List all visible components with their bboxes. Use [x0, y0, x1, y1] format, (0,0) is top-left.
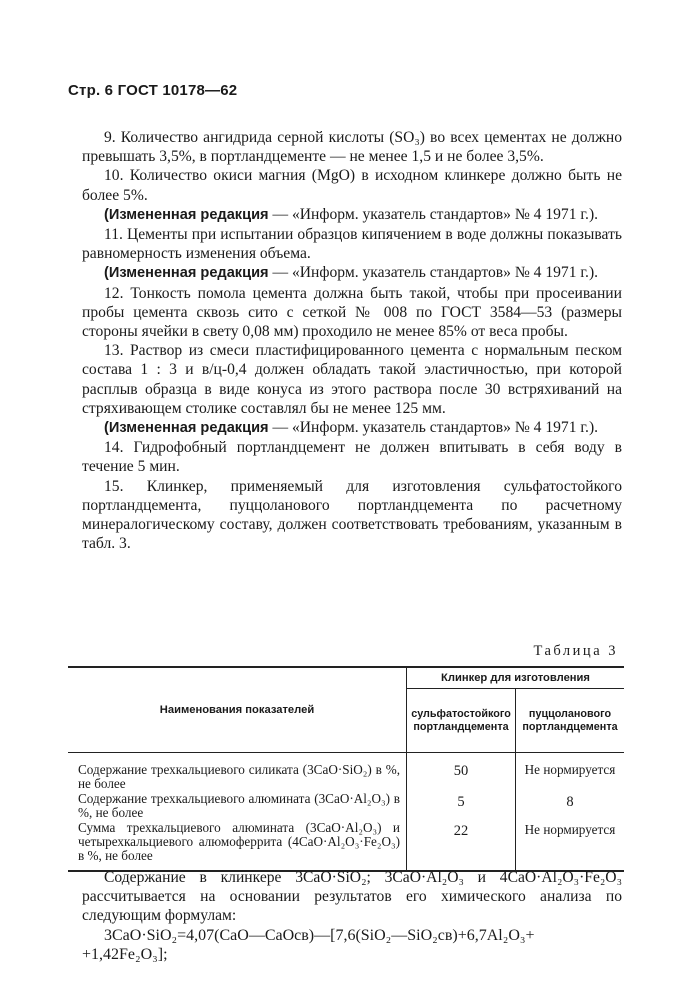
row-label: Сумма трехкальциевого алюмината (3CaO·Al₂O₃) и четырехкальциевого алюмоферрита (4CaO·Al₂O₃·Fe₂O₃) в %, не более: [68, 821, 407, 871]
clause-11: 11. Цементы при испытании образцов кипячением в воде должны показывать равномерность изменения объема.: [82, 226, 622, 263]
clause-10: 10. Количество окиси магния (MgO) в исходном клинкере должно быть не более 5%.: [82, 167, 622, 204]
value-pozzolanic: 8: [516, 792, 625, 821]
amendment-label: (Измененная редакция: [104, 206, 269, 223]
amendment-label: (Измененная редакция: [104, 265, 269, 282]
value-pozzolanic: Не нормируется: [516, 753, 625, 792]
amendment-source: — «Информ. указатель стандартов» № 4 1971 г.).: [268, 419, 599, 437]
value-sulfate-resistant: 50: [407, 753, 516, 792]
clause-12: 12. Тонкость помола цемента должна быть такой, чтобы при просеивании пробы цемента сквозь сито с сеткой № 008 по ГОСТ 3584—53 (размеры стороны ячейки в свету 0,08 мм) проходило не менее 85% от веса пробы.: [82, 284, 622, 341]
value-pozzolanic: Не нормируется: [516, 821, 625, 871]
table-title: Таблица 3: [533, 643, 618, 659]
row-label: Содержание трехкальциевого алюмината (3CaO·Al₂O₃) в %, не более: [78, 790, 400, 821]
header-clinker-group: Клинкер для изготовления: [407, 667, 625, 689]
header-indicator-names: Наименования показателей: [68, 667, 407, 753]
calculation-text: [82, 868, 622, 964]
formula-c3s: 3CaO·SiO₂=4,07(CaO—CaOсв)—[7,6(SiO₂—SiO₂св)+6,7Al₂O₃+ +1,42Fe₂O₃];: [82, 926, 535, 963]
header-sulfate-resistant: сульфатостойкого портландцемента: [407, 689, 516, 753]
clinker-requirements-table: [68, 666, 624, 872]
clause-14: 14. Гидрофобный портландцемент не должен впитывать в себя воду в течение 5 мин.: [82, 439, 622, 476]
table-row: [68, 821, 624, 871]
amendment-note-3: [82, 418, 622, 438]
row-label: Содержание трехкальциевого силиката (3CaO·SiO₂) в %, не более: [78, 762, 400, 792]
table-row: [68, 792, 624, 821]
value-sulfate-resistant: 22: [407, 821, 516, 871]
page-header: Стр. 6 ГОСТ 10178—62: [68, 82, 238, 99]
value-sulfate-resistant: 5: [407, 792, 516, 821]
header-pozzolanic: пуццоланового портландцемента: [516, 689, 625, 753]
amendment-source: — «Информ. указатель стандартов» № 4 1971 г.).: [268, 205, 599, 223]
clause-9: 9. Количество ангидрида серной кислоты (SO₃) во всех цементах не должно превышать 3,5%, в портландцементе — не менее 1,5 и не более 3,5%.: [82, 129, 622, 166]
amendment-label: (Измененная редакция: [104, 420, 269, 437]
clause-15: 15. Клинкер, применяемый для изготовления сульфатостойкого портландцемента, пуццоланового портландцемента по расчетному минералогическому составу, должен соответствовать требованиям, указанным в табл. 3.: [82, 477, 622, 553]
table-row: [68, 753, 624, 792]
amendment-note-1: [82, 205, 622, 225]
amendment-source: — «Информ. указатель стандартов» № 4 1971 г.).: [268, 264, 599, 282]
main-text: [82, 128, 622, 553]
clause-13: 13. Раствор из смеси пластифицированного цемента с нормальным песком состава 1 : 3 и в/ц-0,4 должен обладать такой эластичностью, при которой расплыв образца в виде конуса из этого раствора после 30 встряхиваний на стряхивающем столике составлял бы не менее 125 мм.: [82, 342, 622, 417]
calculation-intro: Содержание в клинкере 3CaO·SiO₂; 3CaO·Al₂O₃ и 4CaO·Al₂O₃·Fe₂O₃ рассчитывается на основании результатов его химического анализа по следующим формулам:: [82, 869, 622, 925]
amendment-note-2: [82, 263, 622, 283]
